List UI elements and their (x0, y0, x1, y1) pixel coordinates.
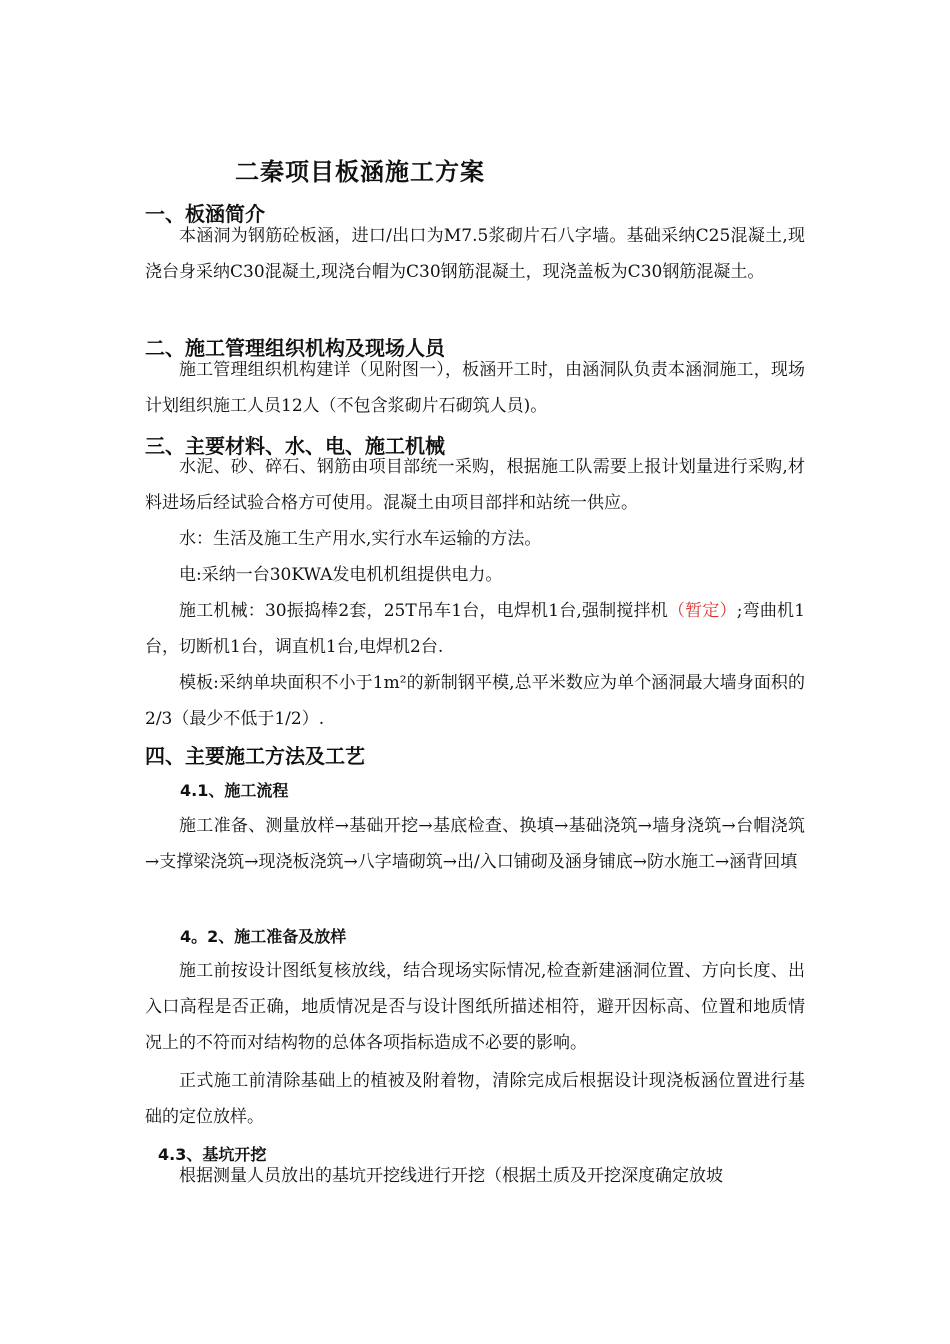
section-2-paragraph: 施工管理组织机构建详（见附图一），板涵开工时，由涵洞队负责本涵洞施工，现场计划组织施工人员12人（不包含浆砌片石砌筑人员)。 (145, 360, 805, 416)
section-3-materials-paragraph: 水泥、砂、碎石、钢筋由项目部统一采购，根据施工队需要上报计划量进行采购,材料进场后经试验合格方可使用。混凝土由项目部拌和站统一供应。 (145, 457, 805, 513)
subsection-4-1-paragraph: 施工准备、测量放样→基础开挖→基底检查、换填→基础浇筑→墙身浇筑→台帽浇筑→支撑梁浇筑→现浇板浇筑→八字墙砌筑→出/入口铺砌及涵身铺底→防水施工→涵背回填 (145, 816, 805, 872)
machinery-text-b: ;弯曲机1台，切断机1台，调直机1台,电焊机2台. (145, 601, 806, 657)
section-3-formwork-paragraph: 模板:采纳单块面积不小于1m²的新制钢平模,总平米数应为单个涵洞最大墙身面积的2/3（最少不低于1/2）. (145, 673, 805, 729)
subsection-heading-4-3: 4.3、基坑开挖 (158, 1145, 267, 1164)
subsection-4-2-paragraph-1: 施工前按设计图纸复核放线，结合现场实际情况,检查新建涵洞位置、方向长度、出入口高程是否正确，地质情况是否与设计图纸所描述相符，避开因标高、位置和地质情况上的不符而对结构物的总体各项指标造成不必要的影响。 (145, 961, 805, 1053)
section-heading-1: 一、板涵简介 (145, 202, 265, 226)
section-heading-4: 四、主要施工方法及工艺 (145, 744, 365, 768)
section-3-water-paragraph: 水：生活及施工生产用水,实行水车运输的方法。 (179, 529, 542, 549)
subsection-heading-4-2: 4。2、施工准备及放样 (180, 927, 347, 946)
tentative-note: （暂定） (667, 601, 737, 621)
section-heading-2: 二、施工管理组织机构及现场人员 (145, 336, 445, 360)
subsection-4-2-paragraph-2: 正式施工前清除基础上的植被及附着物，清除完成后根据设计现浇板涵位置进行基础的定位放样。 (145, 1071, 805, 1127)
section-heading-3: 三、主要材料、水、电、施工机械 (145, 434, 445, 458)
machinery-text-a: 施工机械：30振捣棒2套，25T吊车1台，电焊机1台,强制搅拌机 (179, 601, 668, 621)
section-3-machinery-paragraph (145, 593, 805, 665)
subsection-4-3-paragraph: 根据测量人员放出的基坑开挖线进行开挖（根据土质及开挖深度确定放坡 (179, 1166, 723, 1186)
section-1-paragraph: 本涵洞为钢筋砼板涵，进口/出口为M7.5浆砌片石八字墙。基础采纳C25混凝土,现浇台身采纳C30混凝土,现浇台帽为C30钢筋混凝土，现浇盖板为C30钢筋混凝土。 (145, 226, 805, 282)
section-3-power-paragraph: 电:采纳一台30KWA发电机机组提供电力。 (179, 565, 503, 585)
subsection-heading-4-1: 4.1、施工流程 (180, 781, 289, 800)
document-title: 二秦项目板涵施工方案 (235, 158, 485, 186)
